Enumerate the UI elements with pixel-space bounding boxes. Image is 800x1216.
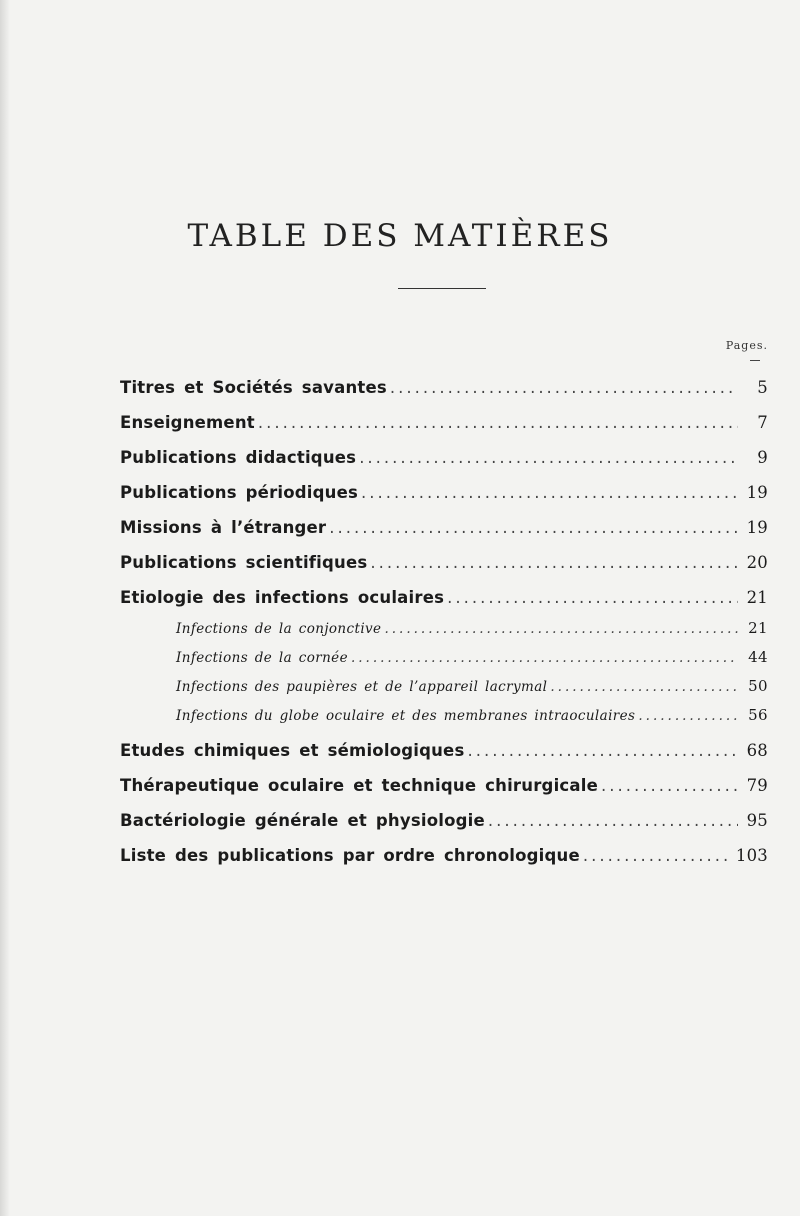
toc-entry (120, 553, 768, 588)
toc-entry-page: 103 (735, 846, 768, 865)
toc-entry-page: 19 (746, 518, 768, 537)
dot-leader (384, 621, 738, 637)
dot-leader (601, 776, 738, 795)
dot-leader (361, 483, 738, 502)
toc-subentry-page: 21 (748, 619, 768, 637)
dot-leader (390, 378, 738, 397)
toc-subentry (120, 648, 768, 677)
toc-entry-page: 20 (746, 553, 768, 572)
toc-entry-label: Etudes chimiques et sémiologiques (120, 741, 465, 760)
toc-entry-label: Publications périodiques (120, 483, 359, 502)
toc-entry (120, 776, 768, 811)
dot-leader (467, 741, 738, 760)
toc-entry (120, 448, 768, 483)
title-rule (398, 288, 486, 289)
toc-entry-page: 7 (757, 413, 768, 432)
toc-entry-page: 9 (757, 448, 768, 467)
toc-entry-label: Enseignement (120, 413, 255, 432)
dot-leader (351, 650, 738, 666)
dot-leader (447, 588, 738, 607)
toc-entry-label: Liste des publications par ordre chronologique (120, 846, 580, 865)
dot-leader (488, 811, 738, 830)
toc-subentry-page: 44 (748, 648, 768, 666)
toc-entry (120, 518, 768, 553)
dot-leader (638, 708, 738, 724)
table-of-contents (120, 378, 768, 881)
toc-subentry-label: Infections de la conjonctive (176, 621, 382, 637)
toc-subentry (120, 706, 768, 735)
toc-entry (120, 588, 768, 623)
pages-column-label: Pages. (725, 339, 768, 352)
toc-entry-label: Thérapeutique oculaire et technique chirurgicale (120, 776, 598, 795)
toc-entry-page: 95 (746, 811, 768, 830)
toc-entry-page: 5 (757, 378, 768, 397)
toc-entry (120, 378, 768, 413)
page-edge-shadow (0, 0, 10, 1216)
toc-subentry (120, 619, 768, 648)
toc-entry-page: 21 (746, 588, 768, 607)
toc-entry-page: 19 (746, 483, 768, 502)
toc-entry (120, 483, 768, 518)
toc-entry-label: Missions à l’étranger (120, 518, 327, 537)
toc-subentry-page: 56 (748, 706, 768, 724)
toc-entry (120, 811, 768, 846)
dot-leader (370, 553, 738, 572)
dot-leader (258, 413, 738, 432)
toc-entry-label: Publications scientifiques (120, 553, 368, 572)
toc-subentry (120, 677, 768, 706)
toc-subentry-label: Infections du globe oculaire et des membranes intraoculaires (176, 708, 636, 724)
toc-entry (120, 846, 768, 881)
toc-subentry-label: Infections des paupières et de l’appareil lacrymal (176, 679, 548, 695)
dot-leader (329, 518, 738, 537)
toc-entry-label: Titres et Sociétés savantes (120, 378, 387, 397)
toc-entry-page: 68 (746, 741, 768, 760)
page-title: TABLE DES MATIÈRES (187, 218, 613, 254)
toc-entry-label: Etiologie des infections oculaires (120, 588, 445, 607)
dot-leader (583, 846, 732, 865)
toc-subentry-page: 50 (748, 677, 768, 695)
toc-entry (120, 413, 768, 448)
dot-leader (550, 679, 738, 695)
toc-subentry-label: Infections de la cornée (176, 650, 348, 666)
dot-leader (359, 448, 738, 467)
pages-column-dash (750, 360, 760, 361)
toc-entry-label: Publications didactiques (120, 448, 357, 467)
toc-entry (120, 741, 768, 776)
toc-entry-page: 79 (746, 776, 768, 795)
toc-entry-label: Bactériologie générale et physiologie (120, 811, 485, 830)
